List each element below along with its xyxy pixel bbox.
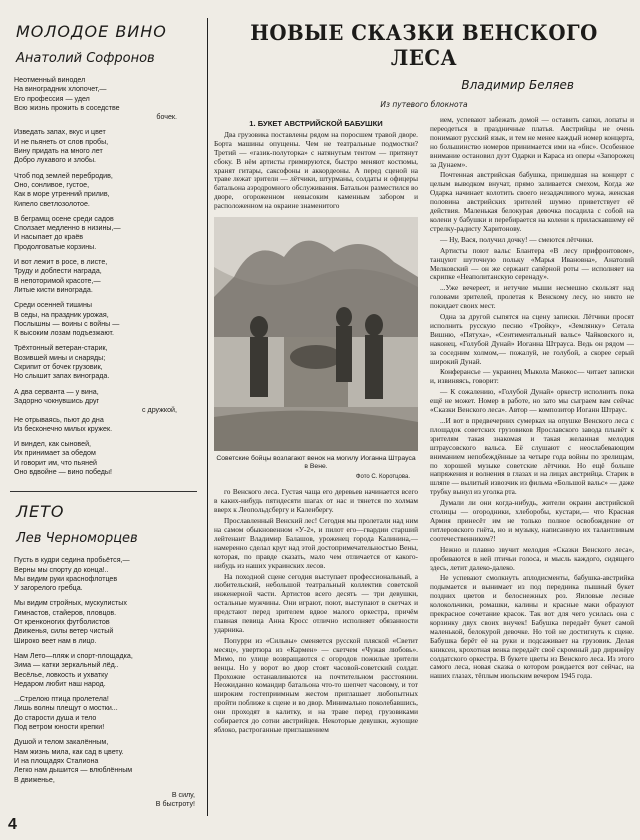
poem-line: Под ветром юности крепки!	[14, 723, 105, 732]
poem-stanza	[14, 599, 201, 645]
poem-line: Нам жизнь мила, как сад в цвету.	[14, 747, 124, 756]
poem-line: Труду и доблести награда,	[14, 267, 102, 276]
article-paragraph: Почтенная австрийская бабушка, пришедшая на концерт с целым выводком внучат, прямо заливается смехом, Когда же Одарка начинает колотить своего незадачливого мужа, женская половина австрийских зрителей шумно приветствует её действия. Маленькая белокурая девочка посадила с собой на колени у бабушки и перебирается на колени к приласкавшему её стрелку-радисту Харитонову.	[430, 170, 634, 233]
poem-stanza	[14, 215, 201, 252]
photo-credit: Фото С. Коротцова.	[355, 474, 410, 481]
poem-line: Изведать запах, вкус и цвет	[14, 128, 106, 137]
poem-line: Широко веет нам в лицо.	[14, 636, 97, 645]
article-paragraph: Не успевают смолкнуть аплодисменты, бабушка-австрийка подымается и вынимает из под передника пышный букет поздних цветов и белоснежных роз. Яиловые лесные колокольчики, ромашки, калины и красные маки образуют прекрасное сочетание красок. Так вот для чего усилась она с корзинку двух своих внучек! Бабушка передаёт букет самой маленькой, белокурой девочке. Но той не достигнуть к сцене. Бабушка берёт её на руки и подсаживает на грузовик. Делая книксен, крохотная венка передаёт своё скромный дар дирижёру солдатского оркестра. В букете цветы из Венского леса. Из этого самого леса, новая сказка о котором рождается вот сейчас, на наших глазах, тёплым июльским вечером 1945 года.	[430, 573, 634, 681]
poem-line: Литые кисти винограда.	[14, 285, 93, 294]
poem-line: Пусть в кудри седина пробьётся,—	[14, 556, 130, 565]
poem-stanza	[14, 388, 201, 434]
article-column-1	[214, 116, 418, 816]
poem-line: И виндел, как сыновей,	[14, 440, 92, 449]
poem-line: И на площадях Сталиона	[14, 756, 99, 765]
poem-line: Чтоб под землей перебродив,	[14, 171, 113, 180]
poem-line: Оно, сонливое, густое,	[14, 180, 90, 189]
poem-line: Душой и телом закалённым,	[14, 738, 109, 747]
article-byline: Владимир Беляев	[461, 78, 574, 92]
page-number: 4	[8, 816, 17, 833]
article-paragraph: Одна за другой сыпятся на сцену записки. Лётчики просят исполнить русскую песню «Тройку», «Землянку» Сетала Вишню, «Пятуха», «Сентиментальный вальс» Чайковского и, наконец, «Голубой Дунай» Иоганна Штрауса. Ведь он рядом — за соседним холмом,— пожалуй, не голубой, а скорее серый широкий Дунай.	[430, 312, 634, 366]
poem-line: с дружкой,	[142, 406, 177, 415]
poem-author: Анатолий Софронов	[16, 51, 155, 66]
poem-line: В беграмщ осене среди садов	[14, 214, 114, 223]
poem-line: Лишь волны плещут о мостки...	[14, 704, 118, 713]
article-paragraph: — Ну, Вася, получил дочку! — смеются лётчики.	[440, 234, 594, 244]
poem-line: В движенье,	[14, 775, 55, 784]
poem-stanza	[14, 128, 201, 165]
poem-line: Нам Лето—пляж и спорт-площадка,	[14, 651, 133, 660]
poem-author: Лев Черноморцев	[16, 531, 138, 547]
poem-line: В силу,	[171, 790, 195, 799]
article-paragraph: Нежно и плавно звучит мелодия «Сказки Венского леса», пробиваются в ней птичьи голоса, и мысль каждого, сидящего здесь, летит далеко-далеко.	[430, 544, 634, 572]
poem-line: Их принимает за обедом	[14, 449, 96, 458]
poem-line: В седы, на праздник урожая,	[14, 310, 109, 319]
poem-line: Как в море утренний прилив,	[14, 190, 110, 199]
poem-line: Неотменный винодел	[14, 76, 86, 84]
poem-line: Из бесконечно милых кружек.	[14, 424, 113, 433]
poem-line: Движенья, силы ветер чистый	[14, 627, 114, 636]
poem-stanza	[14, 301, 201, 338]
poem-body	[14, 76, 201, 477]
poem-line: Весёлье, ловкость и ухватку	[14, 670, 108, 679]
article-paragraph: Артисты поют вальс Блантера «В лесу прифронтовом», танцуют шуточную польку «Марья Ивановна», Анатолий Мелковский — он же сержант сапёрной роты — исполняет на скрипке «Неаполитанскую серенаду».	[430, 245, 634, 282]
poem-stanza	[14, 344, 201, 381]
poem-line: Гимнастов, стайеров, пловцов.	[14, 608, 117, 617]
article-paragraph: Думали ли они когда-нибудь, жители окраин австрийской столицы — огородники, хлеборобы, кустари,— что Красная Армия принесёт им не только полное освобождение от гитлеровского гнёта, но и музыку, написанную их талантливым соотечественником?!	[430, 498, 634, 543]
poem-line: Задорно чокнувшись друг	[14, 396, 100, 405]
article-column-2	[430, 116, 634, 816]
article-subhead: Из путевого блокнота	[380, 100, 468, 109]
article-paragraph: Прославленный Венский лес! Сегодня мы пролетали над ним на самом обыкновенном «У-2», и пилот его—гвардии старший лейтенант Владимир Балашов, уроженец города Калинина,— намеренно сделал крут над этой достопримечательностью Вены, которая, по правде сказать, мало чем отличается от какого-нибудь из наших украинских лесов.	[214, 516, 418, 570]
article-paragraph: ...И вот в предвечерних сумерках на опушке Венского леса с площадок советских грузовиков Ярославского завода плывёт к зрителям такая знакомая и такая желанная мелодия штраусовского вальса. Её слушают с неослабевающим вниманием непобеждённые за четыре года войны по зрелищам, по хорошей музыке советские лётчики. Но ещё больше напряжения и волнения в глазах и на лицах австрийца. Старик в шляпе — вылитый извозчик из фильма «Большой вальс» — даже трубку вынул из уголка рта.	[430, 416, 634, 497]
poem-stanza	[14, 652, 201, 689]
poem-line: Недаром любит наш народ.	[14, 679, 106, 688]
article-paragraph: Попурри из «Сильвы» сменяется русской пляской «Светит месяц», увертюра из «Кармен» — скетчем «Чужая любовь». Мимо, по улице возвращаются с огородов пожилые зрители венцы. Но у ворот во двор стоят часовой-советский солдат. Прохожие останавливаются на почтительном расстоянии. Неожиданно командир батальона что-то шепчет часовому, и тот широким гостеприимным жестом приглашает любопытных пройти поближе к сцене и во двор. Минимально поколебавшись, они проходят в калитку, и на траве перед грузовиками собирается до сотни австрийцев. Некоторые девушки, жующие яблоко, растроганные приглашением	[214, 635, 418, 734]
article-paragraph: ием, успевают забежать домой — оставить сапки, лопаты и переодеться в праздничные платья. Австрийцы не очень понимают русский язык, и тем не менее каждый номер концерта, но большинство номеров принимается ими на «бис». Особенное внимание остановил дуэт Одарки и Караса из оперы «Запорожец за Дунаем».	[430, 116, 634, 169]
poem-stanza	[14, 791, 201, 810]
section-title: 1. БУКЕТ АВСТРИЙСКОЙ БАБУШКИ	[249, 119, 383, 128]
article-paragraph: Два грузовика поставлены рядом на поросшем травой дворе. Борта машины опущены. Чем не театральные подмостки? Третий — «газик-полуторка» с натянутым тентом — притянут сбоку. В нём артисты гримируются, быстро меняют костюмы, хранят гитары, саксофоны и аккордеоны. А перед сценой на траве лежат зрители — лётчики, штурманы, солдаты и офицеры батальона аэродромного обслуживания. Батальон разместился во дворе, огороженном невысоким каменным забором и расположенном на окраине знаменитого	[214, 129, 418, 211]
poem-line: Не отрываясь, пьют до дна	[14, 415, 104, 424]
poem-line: ...Стрелою птица пролетела!	[14, 695, 109, 704]
poem-stanza	[14, 76, 201, 122]
poetry-column	[6, 18, 208, 816]
poem-line: Всю жизнь прожить в соседстве	[14, 103, 120, 112]
poem-line: Послышны — воины с войны —	[14, 319, 120, 328]
article-headline: НОВЫЕ СКАЗКИ ВЕНСКОГО ЛЕСА	[250, 20, 598, 70]
photo	[214, 217, 418, 451]
photo-caption: Советские бойцы возлагают венок на могилу Иоганна Штрауса в Вене.	[216, 455, 416, 471]
paragraph-group	[214, 131, 418, 211]
poem-line: Возившей мины и снаряды;	[14, 353, 106, 362]
poem-line: Трёхтонный ветеран-старик,	[14, 344, 108, 353]
poem-title: ЛЕТО	[16, 502, 65, 522]
poem-line: От кренконогих футболистов	[14, 618, 110, 627]
poem-line: Среди осенней тишины	[14, 301, 92, 310]
paragraph-group	[214, 488, 418, 734]
poem-line: В непоторимой красоте,—	[14, 276, 101, 285]
poem-stanza	[14, 695, 201, 732]
poem-line: До старости душа и тело	[14, 713, 97, 722]
poem-line: Добро лукавого и злобы.	[14, 156, 97, 165]
poem-line: В быстроту!	[155, 800, 195, 809]
article-paragraph: На походной сцене сегодня выступает профессиональный, а любительский, небольшой театральный коллектив советской инженерной части. Артистов всего десять — три девушки, остальные мужчины. Они играют, поют, выступают в скетчах и предстают перед зрителем вдвое малого оркестра, причём главная певица Анна Кросс отлично исполняет обязанности ударника.	[214, 571, 418, 634]
poem-line: Легко нам дышится — влюблённым	[14, 766, 133, 775]
poem-divider	[10, 491, 197, 492]
poem-stanza	[14, 258, 201, 295]
poem-line: У загорелого гребца.	[14, 584, 83, 593]
poem-line: И насыпает до краёв	[14, 233, 84, 242]
poem-stanza	[14, 738, 201, 784]
poem-line: Но слышит запах винограда.	[14, 372, 110, 381]
poem-line: А два серванта — у вина,	[14, 387, 99, 396]
poem-line: бочек.	[156, 113, 177, 122]
photo-image	[214, 217, 418, 451]
poem-line: И вот лежит в росе, в листе,	[14, 258, 108, 267]
poem-line: Сползает медленно в низины,—	[14, 224, 121, 233]
poem-line: Продолговатые корзины.	[14, 242, 97, 251]
poem-line: К высоким лозам подъезжают.	[14, 329, 114, 338]
article-paragraph: — К сожалению, «Голубой Дунай» оркестр исполнить пока ещё не может. Номер в работе, но зато мы сыграем вам сейчас «Сказки Венского леса». Автор — композитор Иоганн Штраус.	[430, 387, 634, 415]
article-paragraph: Конферансье — украинец Мыкола Манжос— читает записки и, извиняясь, говорит:	[430, 367, 634, 386]
poem-stanza	[14, 440, 201, 477]
poem-line: Его профессия — удел	[14, 94, 90, 103]
poem-line: Оно вдвойне — вино победы!	[14, 467, 113, 476]
article-paragraph: ...Уже вечереет, и нетучие мыши несмешно скользят над головами зрителей, пролетая к Венскому лесу, но никто не покидает своих мест.	[430, 283, 634, 311]
poem-line: Мы видим руки краснофлотцев	[14, 574, 118, 583]
poem-line: И говорит им, что пьяней	[14, 458, 97, 467]
poem-body	[14, 556, 201, 809]
poem-line: Кипело светлозолотое.	[14, 199, 90, 208]
poem-line: Вину придать на много лет	[14, 147, 103, 156]
poem-stanza	[14, 172, 201, 209]
article	[214, 18, 634, 816]
poem-line: Скрипит от бочек грузовик,	[14, 363, 103, 372]
poem-line: И не пьянеть от слов пробы,	[14, 137, 109, 146]
article-columns	[214, 116, 634, 816]
poem-title: МОЛОДОЕ ВИНО	[16, 22, 167, 41]
poem-line: На виноградник хлопочет,—	[14, 85, 107, 94]
poem-line: Мы видим стройных, мускулистых	[14, 599, 127, 608]
poem-stanza	[14, 556, 201, 593]
poem-line: Верны мы спорту до конца!..	[14, 565, 109, 574]
article-paragraph: го Венского леса. Густая чаща его деревьев начинается всего в каких-нибудь пятидесяти шагах от нас и тянется по холмам вверх к Леопольдсбергу и Каленбергу.	[214, 487, 418, 515]
poem-line: Зима — катки зеркальный лёд..	[14, 661, 119, 670]
